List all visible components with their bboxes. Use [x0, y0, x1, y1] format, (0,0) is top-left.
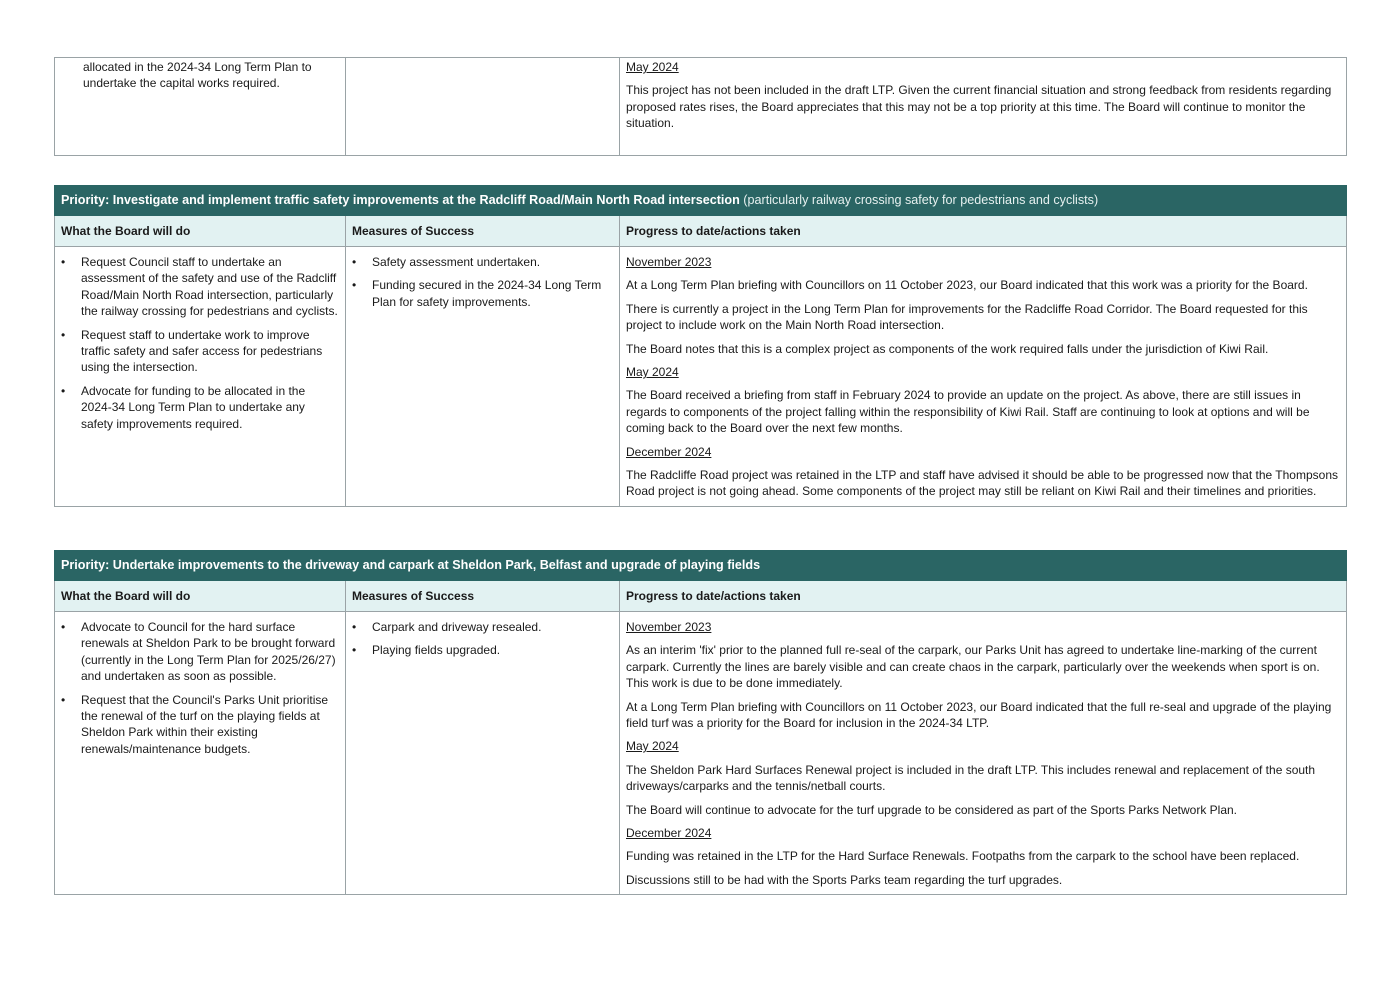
- table-row: [55, 612, 1347, 895]
- list-item: allocated in the 2024-34 Long Term Plan to undertake the capital works required.: [83, 60, 312, 91]
- measures-cell: [346, 612, 620, 895]
- progress-date: May 2024: [626, 365, 679, 380]
- priority-table-sheldon-park: [54, 550, 1347, 895]
- list-item: • Carpark and driveway resealed.: [372, 619, 613, 635]
- actions-cell: [55, 58, 346, 156]
- list-item: • Request that the Council's Parks Unit prioritise the renewal of the turf on the playing fields at Sheldon Park within their existing renewals/maintenance budgets.: [81, 692, 339, 758]
- column-header-measures: Measures of Success: [346, 581, 620, 612]
- column-header-actions: What the Board will do: [55, 216, 346, 247]
- progress-cell: [620, 58, 1347, 156]
- progress-date: May 2024: [626, 60, 679, 74]
- measures-cell: [346, 58, 620, 156]
- progress-text: The Radcliffe Road project was retained in the LTP and staff have advised it should be able to be progressed now that the Thompsons Road project is not going ahead. Some components of the project may still be reliant on Kiwi Rail and their timelines and priorities.: [626, 468, 1339, 499]
- column-header-measures: Measures of Success: [346, 216, 620, 247]
- progress-text: At a Long Term Plan briefing with Councillors on 11 October 2023, our Board indicated that this work was a priority for the Board.: [626, 278, 1308, 293]
- list-item: • Advocate to Council for the hard surface renewals at Sheldon Park to be brought forward (currently in the Long Term Plan for 2025/26/27) and undertaken as soon as possible.: [81, 619, 339, 685]
- progress-date: December 2024: [626, 444, 712, 459]
- table-row: [55, 58, 1347, 156]
- actions-cell: [55, 247, 346, 507]
- list-item: • Advocate for funding to be allocated in the 2024-34 Long Term Plan to undertake any safety improvements required.: [81, 383, 339, 432]
- progress-date: November 2023: [626, 620, 712, 634]
- progress-text: The Board received a briefing from staff in February 2024 to provide an update on the project. As above, there are still issues in regards to components of the project falling within the responsibility of Kiwi Rail. Staff are continuing to look at options and will be coming back to the Board over the next few months.: [626, 388, 1310, 436]
- progress-text: This project has not been included in the draft LTP. Given the current financial situation and strong feedback from residents regarding proposed rates rises, the Board appreciates that this may not be a top priority at this time. The Board will continue to monitor the situation.: [626, 83, 1332, 131]
- progress-cell: [620, 612, 1347, 895]
- list-item: • Safety assessment undertaken.: [372, 254, 613, 270]
- column-header-progress: Progress to date/actions taken: [620, 216, 1347, 247]
- progress-text: There is currently a project in the Long Term Plan for improvements for the Radcliffe Road Corridor. The Board requested for this project to include work on the Main North Road intersection.: [626, 301, 1308, 333]
- progress-text: The Board notes that this is a complex project as components of the work required falls under the jurisdiction of Kiwi Rail.: [626, 341, 1269, 356]
- continued-priority-table: [54, 57, 1347, 156]
- measures-cell: [346, 247, 620, 507]
- progress-text: At a Long Term Plan briefing with Councillors on 11 October 2023, our Board indicated that the full re-seal and upgrade of the playing field turf was a priority for the Board for inclusion in the 2024-34 LTP.: [626, 699, 1332, 731]
- column-header-actions: What the Board will do: [55, 581, 346, 612]
- progress-text: As an interim 'fix' prior to the planned full re-seal of the carpark, our Parks Unit has agreed to undertake line-marking of the current carpark. Currently the lines are barely visible and can create chaos in the carpark, particularly over the weekends when sport is on. This work is due to be done immediately.: [626, 643, 1320, 691]
- list-item: • Request Council staff to undertake an assessment of the safety and use of the Radcliff Road/Main North Road intersection, particularly the railway crossing for pedestrians and cyclists.: [81, 254, 339, 320]
- actions-cell: [55, 612, 346, 895]
- progress-date: November 2023: [626, 255, 712, 269]
- progress-text: Funding was retained in the LTP for the Hard Surface Renewals. Footpaths from the carpark to the school have been replaced.: [626, 849, 1300, 864]
- progress-date: May 2024: [626, 739, 679, 754]
- table-row: [55, 247, 1347, 507]
- progress-text: Discussions still to be had with the Sports Parks team regarding the turf upgrades.: [626, 872, 1063, 887]
- progress-text: The Board will continue to advocate for the turf upgrade to be considered as part of the Sports Parks Network Plan.: [626, 802, 1238, 817]
- list-item: • Playing fields upgraded.: [372, 642, 613, 658]
- priority-heading: Priority: Undertake improvements to the driveway and carpark at Sheldon Park, Belfast and upgrade of playing fields: [55, 551, 1347, 581]
- column-header-progress: Progress to date/actions taken: [620, 581, 1347, 612]
- list-item: • Funding secured in the 2024-34 Long Term Plan for safety improvements.: [372, 277, 613, 310]
- progress-cell: [620, 247, 1347, 507]
- list-item: • Request staff to undertake work to improve traffic safety and safer access for pedestrians using the intersection.: [81, 327, 339, 376]
- progress-date: December 2024: [626, 826, 712, 841]
- priority-table-radcliff: [54, 185, 1347, 507]
- priority-heading: Priority: Investigate and implement traffic safety improvements at the Radcliff Road/Main North Road intersection (particularly railway crossing safety for pedestrians and cyclists): [55, 186, 1347, 216]
- progress-text: The Sheldon Park Hard Surfaces Renewal project is included in the draft LTP. This includes renewal and replacement of the south driveways/carparks and the tennis/netball courts.: [626, 762, 1316, 794]
